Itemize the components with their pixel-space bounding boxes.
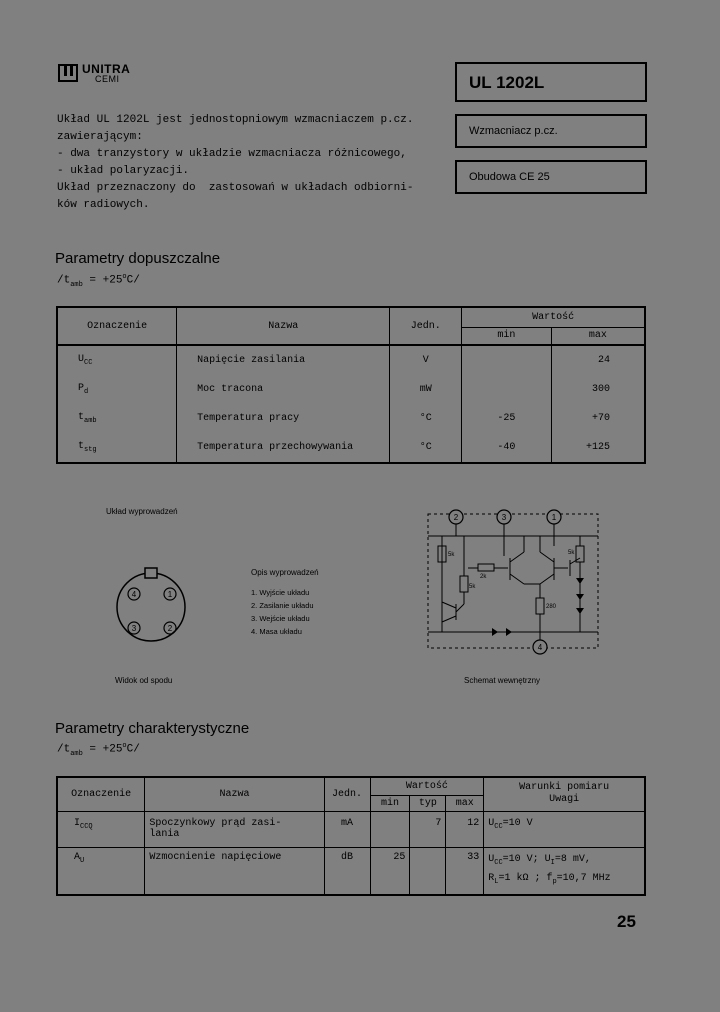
package-type: Obudowa CE 25	[469, 171, 550, 183]
svg-text:1: 1	[551, 513, 557, 522]
pin-4	[128, 588, 140, 600]
schematic-title: Schemat wewnętrzny	[464, 676, 541, 685]
col-min: min	[462, 327, 552, 345]
pin-3	[128, 622, 140, 634]
col-value: Wartość	[370, 777, 484, 795]
col-unit: Jedn.	[390, 307, 462, 345]
col-name: Nazwa	[177, 307, 390, 345]
unitra-logo-icon	[58, 64, 78, 82]
table-row: $A_U$ Wzmocnienie napięciowe dB 25 33 $U_{CC}=10$ V; $U_I=8$ mV, $R_L=1$ kΩ ; $f_p=10,7$ MHz	[57, 847, 645, 895]
col-typ: typ	[410, 795, 446, 811]
logo-sub-text: CEMI	[95, 74, 120, 84]
table-row: $U_{CC}$ Napięcie zasilania V 24	[57, 345, 645, 376]
node-4	[533, 640, 547, 654]
resistor-label: 5k	[448, 552, 455, 558]
table-row: $t_{amb}$ Temperatura pracy °C -25 +70	[57, 404, 645, 432]
params-char-title: Parametry charakterystyczne	[55, 720, 250, 737]
params-max-condition: $/t_{amb} = +25^oC/$	[57, 273, 140, 289]
pinout-bottom-view	[108, 562, 194, 648]
pinout-title: Układ wyprowadzeń	[106, 507, 178, 516]
device-type-box	[455, 114, 647, 148]
node-1	[547, 510, 561, 524]
table-row: $I_{CCQ}$ Spoczynkowy prąd zasi- lania mA 7 12 $U_{CC}=10$ V	[57, 811, 645, 847]
resistor-label: 2k	[480, 574, 487, 580]
node-2	[449, 510, 463, 524]
page-number: 25	[617, 912, 636, 931]
svg-text:1: 1	[167, 590, 173, 599]
params-max-table	[56, 306, 646, 464]
resistor-label: 5k	[568, 550, 575, 556]
resistor-label: 280	[546, 604, 557, 610]
table-row: $P_d$ Moc tracona mW 300	[57, 376, 645, 404]
params-max-title: Parametry dopuszczalne	[55, 250, 221, 267]
table-row: $t_{stg}$ Temperatura przechowywania °C -40 +125	[57, 432, 645, 463]
list-item: 4. Masa układu	[251, 627, 302, 636]
resistor-label: 5k	[469, 584, 476, 590]
col-name: Nazwa	[145, 777, 324, 811]
col-symbol: Oznaczenie	[57, 777, 145, 811]
col-value: Wartość	[462, 307, 645, 327]
list-item: 3. Wejście układu	[251, 614, 310, 623]
package-box	[455, 160, 647, 194]
svg-text:2: 2	[453, 513, 459, 522]
svg-text:2: 2	[167, 624, 173, 633]
list-item: 1. Wyjście układu	[251, 588, 310, 597]
device-type: Wzmacniacz p.cz.	[469, 125, 558, 137]
col-conditions: Warunki pomiaru Uwagi	[484, 777, 645, 811]
bottom-view-label: Widok od spodu	[115, 676, 173, 685]
intro-text: Układ UL 1202L jest jednostopniowym wzmacniaczem p.cz. zawierającym: - dwa tranzystory w układzie wzmacniacza różnicowego, - układ polaryzacji. Układ przeznaczony do zastosowań w układach odbiorni- ków radiowych.	[57, 114, 414, 211]
node-3	[497, 510, 511, 524]
col-max: max	[446, 795, 484, 811]
part-number-box	[455, 62, 647, 102]
col-max: max	[551, 327, 645, 345]
svg-text:3: 3	[131, 624, 137, 633]
pin-desc-list	[251, 586, 314, 638]
list-item: 2. Zasilanie układu	[251, 601, 314, 610]
svg-text:4: 4	[131, 590, 137, 599]
internal-schematic	[420, 506, 604, 658]
logo-main-text: UNITRA	[82, 62, 131, 76]
part-number: UL 1202L	[469, 73, 545, 92]
svg-text:4: 4	[537, 643, 543, 652]
pin-1	[164, 588, 176, 600]
pin-desc-title: Opis wyprowadzeń	[251, 568, 319, 577]
col-unit: Jedn.	[324, 777, 370, 811]
params-char-table	[56, 776, 646, 896]
col-min: min	[370, 795, 410, 811]
col-symbol: Oznaczenie	[57, 307, 177, 345]
svg-text:3: 3	[501, 513, 507, 522]
params-char-condition: $/t_{amb} = +25^oC/$	[57, 742, 140, 758]
pin-2	[164, 622, 176, 634]
